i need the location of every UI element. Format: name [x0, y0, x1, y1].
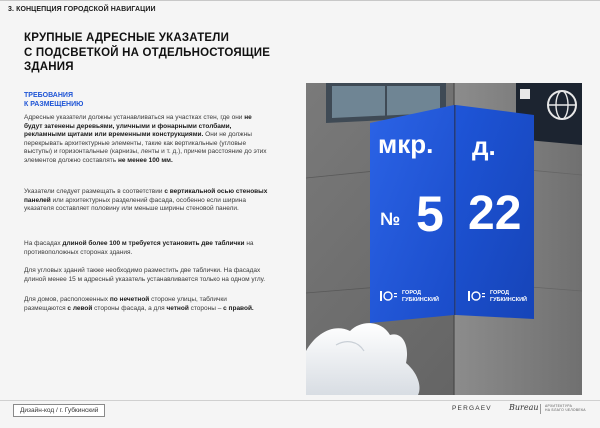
top-rule	[0, 0, 600, 1]
subhead-line-2: К РАЗМЕЩЕНИЮ	[24, 101, 84, 108]
footer-tagline	[545, 404, 597, 412]
text-run: Для домов, расположенных	[24, 296, 110, 303]
text-run-bold: четной	[166, 304, 189, 312]
sign-right-number: 22	[468, 187, 522, 240]
paragraph-long-facades	[24, 240, 269, 257]
headline-line-3: ЗДАНИЯ	[24, 61, 74, 73]
footer-brand: PERGAEV	[452, 405, 492, 412]
sign-photo	[306, 83, 582, 395]
sign-number-prefix: №	[380, 209, 401, 229]
footer-tagline-line1: АРХИТЕКТУРА	[545, 404, 573, 408]
paragraph-corner-buildings	[24, 267, 269, 284]
footer-divider	[540, 404, 541, 414]
paragraph-odd-even-sides	[24, 296, 269, 313]
text-run: на противоположных сторонах здания.	[24, 240, 254, 256]
requirements-subhead	[24, 91, 174, 109]
text-run: Они не должны перекрывать архитектурные элементы, такие как вертикальные (угловые выступы) и горизонтальные (карнизы, ленты и т. д.), причем расстояние до этих элементов должно составлять	[24, 131, 267, 164]
text-run-bold: с левой	[67, 304, 93, 312]
text-run: стороне улицы, таблички размещаются	[24, 296, 227, 312]
logo-left-line1: ГОРОД	[402, 290, 422, 296]
headline-line-2: С ПОДСВЕТКОЙ НА ОТДЕЛЬНОСТОЯЩИЕ	[24, 46, 271, 59]
paragraph-placement-conditions	[24, 114, 269, 165]
text-run-bold: не менее 100 мм.	[117, 156, 173, 164]
footer-bureau: Bureau	[509, 403, 539, 412]
footer-breadcrumb: Дизайн-код / г. Губкинский	[13, 404, 105, 417]
footer-tagline-line2: НА БЛАГО ЧЕЛОВЕКА	[545, 408, 586, 412]
text-run: стороны фасада, а для	[92, 304, 167, 312]
page-headline	[24, 31, 314, 75]
text-run-bold: с правой.	[223, 304, 254, 312]
section-title: 3. КОНЦЕПЦИЯ ГОРОДСКОЙ НАВИГАЦИИ	[8, 6, 156, 13]
text-run: Адресные указатели должны устанавливаться на участках стен, где они	[24, 114, 245, 121]
sign-left-number: 5	[416, 186, 444, 242]
text-run-bold: по нечетной	[109, 296, 150, 303]
subhead-line-1: ТРЕБОВАНИЯ	[24, 92, 73, 99]
logo-right-line2: ГУБКИНСКИЙ	[490, 297, 528, 303]
sign-left-top-text: мкр.	[378, 129, 434, 159]
text-run-bold: не будут затенены деревьями, уличными и фонарными столбами, рекламными щитами или временными конструкциями.	[24, 114, 252, 138]
text-run: Для угловых зданий также необходимо разместить две таблички. На фасадах длиной менее 15 м адресный указатель устанавливается только на одном углу.	[24, 267, 266, 283]
sign-photo-illustration	[306, 83, 582, 395]
text-run: стороны –	[188, 304, 224, 312]
bottom-rule	[0, 400, 600, 401]
logo-left-line2: ГУБКИНСКИЙ	[402, 297, 440, 303]
text-run: На фасадах	[24, 240, 63, 247]
text-run-bold: с вертикальной осью стеновых панелей	[24, 188, 268, 204]
text-run-bold: длиной более 100 м требуется установить две таблички	[62, 240, 245, 247]
text-run: или архитектурных разделений фасада, особенно если ширина указателя составляет половину или меньше ширины стеновой панели.	[24, 196, 246, 212]
logo-right-line1: ГОРОД	[490, 290, 510, 296]
text-run: Указатели следует размещать в соответствии	[24, 188, 165, 195]
sign-right-top-text: д.	[472, 131, 496, 161]
paragraph-vertical-axis	[24, 188, 269, 214]
headline-line-1: КРУПНЫЕ АДРЕСНЫЕ УКАЗАТЕЛИ	[24, 32, 230, 44]
